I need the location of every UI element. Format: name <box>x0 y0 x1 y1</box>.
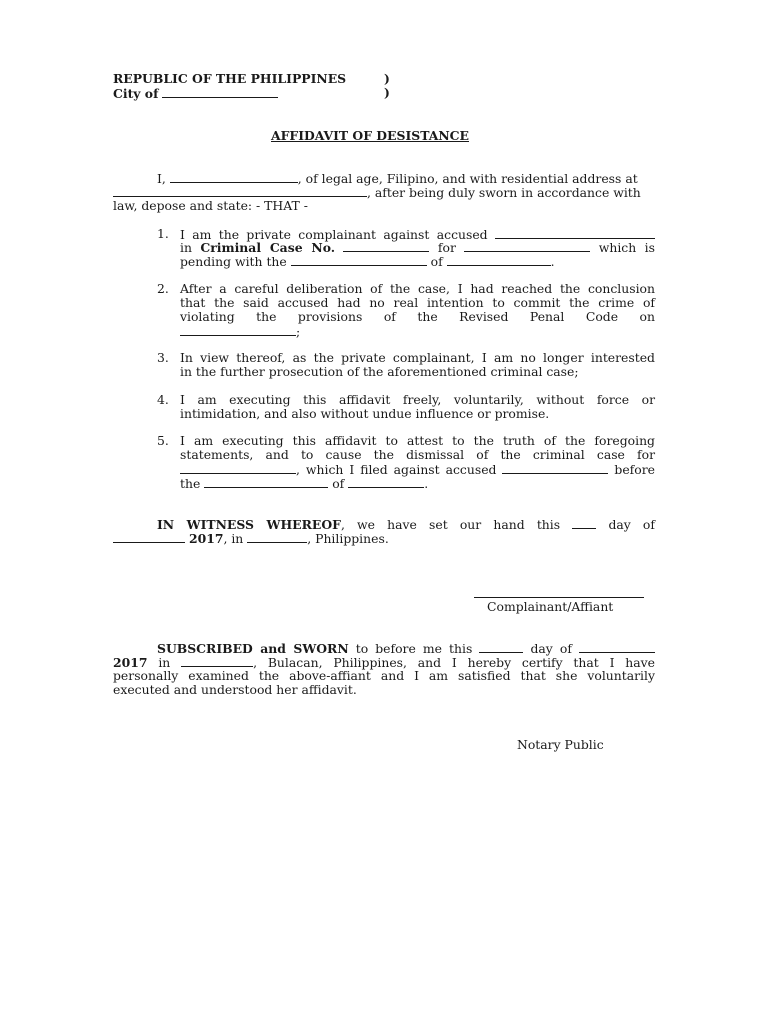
header-paren-1: ) <box>384 71 390 86</box>
court-blank <box>291 254 427 266</box>
witness-text: , we have set our hand this <box>340 517 561 532</box>
item-3-number: 3. <box>157 350 169 365</box>
witness-day-of: day of <box>608 517 655 532</box>
intro-part-2: , after being duly sworn in accordance with <box>367 185 641 200</box>
sworn-year: 2017 <box>113 655 148 670</box>
witness-year: 2017 <box>188 531 224 546</box>
sworn-place-text: , Bulacan, Philippines, and I hereby certify that I have <box>253 655 655 670</box>
accused-name-blank <box>502 462 608 474</box>
witness-month-blank <box>113 531 185 543</box>
header-city <box>113 86 278 101</box>
witness-line-1 <box>157 517 655 532</box>
item-5-line-1: I am executing this affidavit to attest to the truth of the foregoing <box>180 433 655 448</box>
item-5-line-2: statements, and to cause the dismissal of the criminal case for <box>180 447 655 462</box>
document-title: AFFIDAVIT OF DESISTANCE <box>271 128 469 143</box>
item-4-line-1: I am executing this affidavit freely, voluntarily, without force or <box>180 392 655 407</box>
subscribed-bold: SUBSCRIBED and SWORN <box>157 641 349 656</box>
accused-blank <box>495 227 655 239</box>
item-4-line-2: intimidation, and also without undue influence or promise. <box>180 406 550 421</box>
affiant-name-blank <box>170 171 298 183</box>
item-5-line-4 <box>180 476 428 491</box>
subscribed-line-4: executed and understood her affidavit. <box>113 682 357 697</box>
item-2-line-2: that the said accused had no real intention to commit the crime of <box>180 295 655 310</box>
item-5-line-3 <box>180 462 655 477</box>
offense-blank <box>464 240 590 252</box>
witness-place-blank <box>247 531 307 543</box>
case-number-blank <box>343 240 429 252</box>
item-1-period: . <box>550 254 555 269</box>
item-1-pending: pending with the <box>180 254 287 269</box>
item-1-for: for <box>437 240 456 255</box>
item-1-which: which is <box>598 240 655 255</box>
witness-bold: IN WITNESS WHEREOF <box>157 517 341 532</box>
intro-i: I, <box>157 171 166 186</box>
intro-line-3: law, depose and state: - THAT - <box>113 198 308 213</box>
witness-place: , Philippines. <box>307 531 389 546</box>
item-5-before: before <box>614 462 655 477</box>
item-4-number: 4. <box>157 392 169 407</box>
item-5-period: . <box>424 476 429 491</box>
city-label: City of <box>113 86 159 101</box>
witness-line-2 <box>113 531 389 546</box>
item-2-line-4 <box>180 324 300 339</box>
item-1-line-3 <box>180 254 555 269</box>
subscribed-line-1 <box>157 641 655 656</box>
tribunal-blank <box>204 476 328 488</box>
item-2-line-1: After a careful deliberation of the case, I had reached the conclusion <box>180 281 655 296</box>
item-1-of: of <box>430 254 443 269</box>
court-location-blank <box>447 254 551 266</box>
item-5-filed: , which I filed against accused <box>296 462 497 477</box>
criminal-case-blank <box>180 462 296 474</box>
subscribed-text: to before me this <box>355 641 473 656</box>
witness-day-blank <box>572 517 596 529</box>
sworn-in: in <box>158 655 171 670</box>
tribunal-location-blank <box>348 476 424 488</box>
item-5-of: of <box>332 476 345 491</box>
criminal-case-label: Criminal Case No. <box>200 240 336 255</box>
sworn-place-blank <box>181 655 253 667</box>
sworn-month-blank <box>579 641 655 653</box>
item-2-number: 2. <box>157 281 169 296</box>
item-1-number: 1. <box>157 226 169 241</box>
city-blank <box>162 86 278 98</box>
sworn-day-of: day of <box>530 641 572 656</box>
item-3-line-2: in the further prosecution of the aforementioned criminal case; <box>180 364 579 379</box>
item-3-line-1: In view thereof, as the private complainant, I am no longer interested <box>180 350 655 365</box>
witness-in: , in <box>223 531 244 546</box>
item-1-line-2 <box>180 240 655 255</box>
item-5-the: the <box>180 476 201 491</box>
item-5-l3-group <box>180 462 496 477</box>
item-2-line-3: violating the provisions of the Revised Penal Code on <box>180 309 655 324</box>
witness-group <box>157 517 560 532</box>
header-republic: REPUBLIC OF THE PHILIPPINES <box>113 71 347 86</box>
intro-line-1 <box>157 171 638 186</box>
intro-part-1: , of legal age, Filipino, and with residential address at <box>297 171 638 186</box>
signature-label: Complainant/Affiant <box>487 599 614 614</box>
penal-code-blank <box>180 324 296 336</box>
address-blank <box>113 185 367 197</box>
signature-line <box>474 597 644 598</box>
notary-public-label: Notary Public <box>517 737 604 752</box>
header-paren-2: ) <box>384 85 390 100</box>
item-1-in: in <box>180 240 192 255</box>
item-1-text: I am the private complainant against accused <box>180 227 488 242</box>
subscribed-line-3: personally examined the above-affiant and I am satisfied that she voluntarily <box>113 668 655 683</box>
item-5-number: 5. <box>157 433 169 448</box>
sworn-day-blank <box>479 641 523 653</box>
item-2-semicolon: ; <box>296 324 301 339</box>
